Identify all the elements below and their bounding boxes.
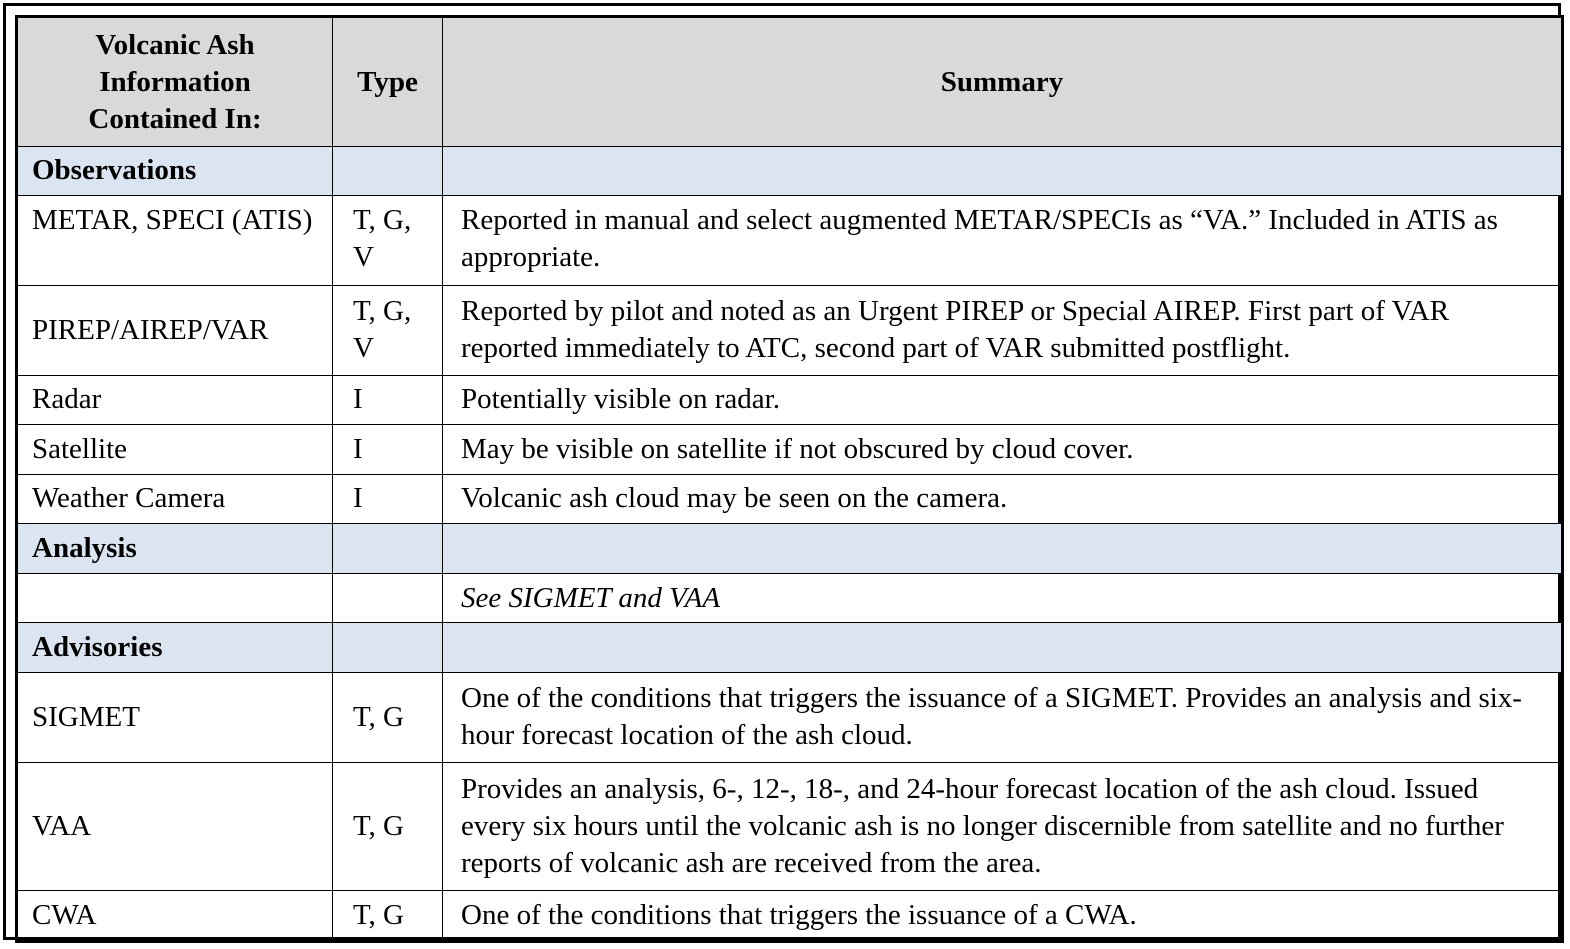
header-type: Type [333,18,443,147]
source-cell: Weather Camera [18,474,333,524]
type-cell: T, G [333,762,443,890]
table-row [18,891,1562,941]
source-cell: Satellite [18,425,333,475]
table-row [18,195,1562,285]
summary-cell: One of the conditions that triggers the issuance of a SIGMET. Provides an analysis and six-hour forecast location of the ash cloud. [443,672,1562,762]
source-cell: VAA [18,762,333,890]
table-outer-frame [3,3,1561,940]
header-summary: Summary [443,18,1562,147]
header-source: Volcanic Ash Information Contained In: [18,18,333,147]
type-cell [333,573,443,623]
source-cell: PIREP/AIREP/VAR [18,285,333,375]
summary-cell: Reported in manual and select augmented METAR/SPECIs as “VA.” Included in ATIS as appropriate. [443,195,1562,285]
source-cell: Radar [18,375,333,425]
summary-cell: See SIGMET and VAA [443,573,1562,623]
summary-cell: Volcanic ash cloud may be seen on the camera. [443,474,1562,524]
summary-cell: Reported by pilot and noted as an Urgent PIREP or Special AIREP. First part of VAR reported immediately to ATC, second part of VAR submitted postflight. [443,285,1562,375]
section-row-analysis [18,524,1562,574]
type-cell: T, G, V [333,285,443,375]
summary-cell: Provides an analysis, 6-, 12-, 18-, and 24-hour forecast location of the ash cloud. Issued every six hours until the volcanic ash is no longer discernible from satellite and no further reports of volcanic ash are received from the area. [443,762,1562,890]
section-label: Observations [18,147,333,196]
source-cell: SIGMET [18,672,333,762]
table-row [18,672,1562,762]
section-row-advisories [18,623,1562,673]
type-cell: I [333,375,443,425]
source-cell: CWA [18,891,333,941]
volcanic-ash-table [17,17,1562,941]
source-cell: METAR, SPECI (ATIS) [18,195,333,285]
section-summary [443,623,1562,673]
section-summary [443,147,1562,196]
section-type [333,147,443,196]
type-cell: I [333,425,443,475]
table-row [18,375,1562,425]
header-row [18,18,1562,147]
table-row [18,474,1562,524]
source-cell [18,573,333,623]
table-row [18,425,1562,475]
type-cell: T, G [333,672,443,762]
section-type [333,623,443,673]
summary-cell: May be visible on satellite if not obscured by cloud cover. [443,425,1562,475]
section-row-observations [18,147,1562,196]
section-type [333,524,443,574]
type-cell: T, G [333,891,443,941]
summary-cell: Potentially visible on radar. [443,375,1562,425]
section-label: Advisories [18,623,333,673]
type-cell: I [333,474,443,524]
summary-cell: One of the conditions that triggers the issuance of a CWA. [443,891,1562,941]
table-row [18,573,1562,623]
section-label: Analysis [18,524,333,574]
table-container [15,15,1564,943]
table-row [18,762,1562,890]
section-summary [443,524,1562,574]
table-row [18,285,1562,375]
type-cell: T, G, V [333,195,443,285]
